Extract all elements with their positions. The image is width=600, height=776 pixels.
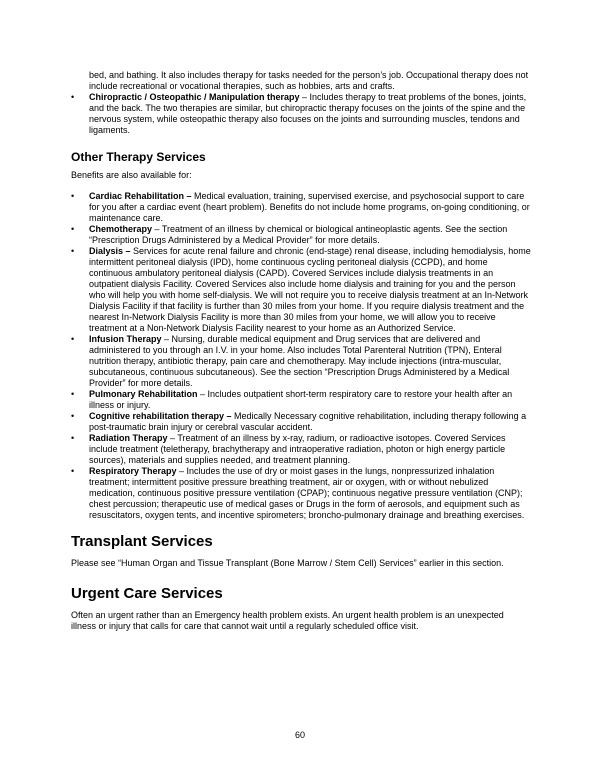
chiropractic-list <box>71 92 531 136</box>
item-text: Medical evaluation, training, supervised exercise, and psychosocial support to care for you after a cardiac event (heart problem). Benefits do not include home programs, on-going conditioning, or maintenance care. <box>89 191 530 223</box>
bullet-icon: • <box>71 411 75 421</box>
bullet-icon: • <box>71 334 75 344</box>
page-content <box>71 70 531 632</box>
section-heading-other-therapy: Other Therapy Services <box>71 150 206 164</box>
list-item <box>71 334 531 389</box>
item-text: – Nursing, durable medical equipment and Drug services that are delivered and administered to you through an I.V. in your home. Also includes Total Parenteral Nutrition (TPN), Enteral nutrition therapy, antibiotic therapy, pain care and chemotherapy. May include injections (intra-muscular, subcutaneous, continuous subcutaneous). See the section “Prescription Drugs Administered by a Medical Provider” for more details. <box>89 334 510 388</box>
list-item <box>71 191 531 224</box>
list-item <box>71 433 531 466</box>
item-title: Pulmonary Rehabilitation <box>89 389 198 399</box>
item-title: Chemotherapy <box>89 224 153 234</box>
bullet-icon: • <box>71 389 75 399</box>
item-title: Cognitive rehabilitation therapy – <box>89 411 232 421</box>
list-item <box>71 411 531 433</box>
other-therapy-intro: Benefits are also available for: <box>71 170 192 180</box>
page-number: 60 <box>294 730 305 740</box>
list-item <box>71 92 531 136</box>
list-item <box>71 224 531 246</box>
item-title: Respiratory Therapy <box>89 466 177 476</box>
item-title: Chiropractic / Osteopathic / Manipulation therapy <box>89 92 300 102</box>
other-therapy-list <box>71 191 531 521</box>
transplant-text: Please see “Human Organ and Tissue Transplant (Bone Marrow / Stem Cell) Services” earlier in this section. <box>71 558 504 568</box>
bullet-icon: • <box>71 433 75 443</box>
section-heading-transplant: Transplant Services <box>71 533 213 550</box>
item-text: – Includes therapy to treat problems of the bones, joints, and the back. The two therapies are similar, but chiropractic therapy focuses on the joints of the spine and the nervous system, while osteopathic therapy also focuses on the joints and surrounding muscles, tendons and ligaments. <box>89 92 527 135</box>
item-title: Infusion Therapy <box>89 334 162 344</box>
occupational-therapy-continuation: bed, and bathing. It also includes therapy for tasks needed for the person’s job. Occupational therapy does not include recreational or vocational therapies, such as hobbies, arts and crafts. <box>89 70 529 91</box>
bullet-icon: • <box>71 466 75 476</box>
bullet-icon: • <box>71 191 75 201</box>
item-text: – Treatment of an illness by chemical or biological antineoplastic agents. See the section “Prescription Drugs Administered by a Medical Provider” for more details. <box>89 224 508 245</box>
item-text: – Includes outpatient short-term respiratory care to restore your health after an illness or injury. <box>89 389 513 410</box>
bullet-icon: • <box>71 92 75 102</box>
list-item <box>71 389 531 411</box>
bullet-icon: • <box>71 224 75 234</box>
list-item <box>71 246 531 334</box>
bullet-icon: • <box>71 246 75 256</box>
item-text: – Treatment of an illness by x-ray, radium, or radioactive isotopes. Covered Services include treatment (teletherapy, brachytherapy and intraoperative radiation, photon or high energy particle sources), materials and supplies needed, and treatment planning. <box>89 433 506 465</box>
item-title: Dialysis – <box>89 246 131 256</box>
item-text: Medically Necessary cognitive rehabilitation, including therapy following a post-traumatic brain injury or cerebral vascular accident. <box>89 411 527 432</box>
section-heading-urgent-care: Urgent Care Services <box>71 585 223 602</box>
item-title: Radiation Therapy <box>89 433 168 443</box>
item-text: – Includes the use of dry or moist gases in the lungs, nonpressurized inhalation treatment; intermittent positive pressure breathing treatment, air or oxygen, with or without nebulized medication, continuous positive pressure ventilation (CPAP); continuous negative pressure ventilation (CNP); chest percussion; therapeutic use of medical gases or Drugs in the form of aerosols, and equipment such as resuscitators, oxygen tents, and incentive spirometers; broncho-pulmonary drainage and breathing exercises. <box>89 466 525 520</box>
item-title: Cardiac Rehabilitation – <box>89 191 192 201</box>
item-text: Services for acute renal failure and chronic (end-stage) renal disease, including hemodialysis, home intermittent peritoneal dialysis (IPD), home continuous cycling peritoneal dialysis (CCPD), and home continuous ambulatory peritoneal dialysis (CAPD). Covered Services include dialysis treatments in an outpatient dialysis Facility. Covered Services also include home dialysis and training for you and the person who will help you with home self-dialysis. We will not require you to receive dialysis treatment at an In-Network Dialysis Facility if that facility is further than 30 miles from your home. If you require dialysis treatment and the nearest In-Network Dialysis Facility is more than 30 miles from your home, we will allow you to receive treatment at a Non-Network Dialysis Facility nearest to your home as an Authorized Service. <box>89 246 531 333</box>
list-item <box>71 466 531 521</box>
urgent-care-text: Often an urgent rather than an Emergency health problem exists. An urgent health problem is an unexpected illness or injury that calls for care that cannot wait until a regularly scheduled office visit. <box>71 610 504 631</box>
